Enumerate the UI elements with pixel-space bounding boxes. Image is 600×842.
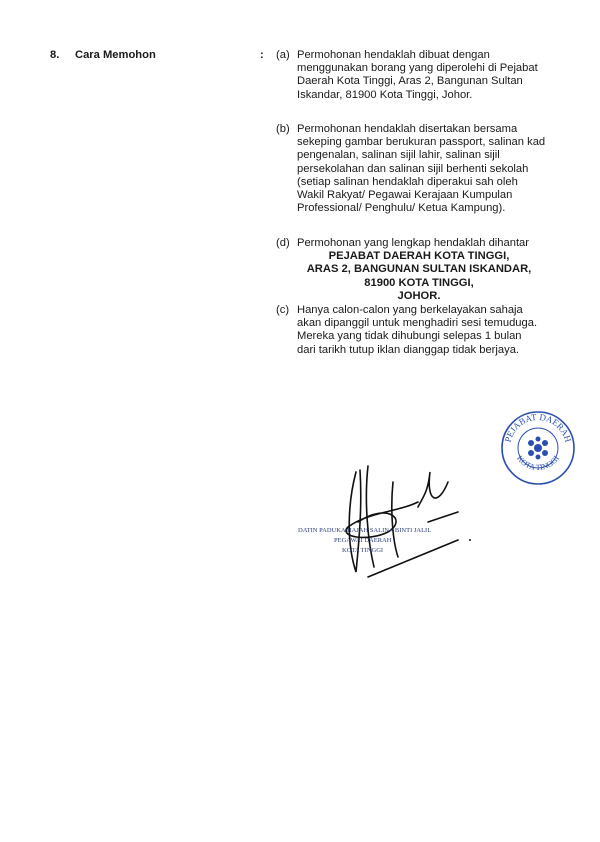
colon: : [260, 49, 264, 61]
official-stamp [500, 410, 576, 486]
signatory-block [298, 526, 431, 556]
item-text: Permohonan hendaklah dibuat dengan menggunakan borang yang diperolehi di Pejabat Daerah Kota Tinggi, Aras 2, Bangunan Sultan Iskandar, 81900 Kota Tinggi, Johor. [297, 49, 538, 101]
item-d [276, 237, 566, 250]
signatory-name: DATIN PADUKA HAJAH SALINA BINTI JALIL [298, 527, 432, 534]
item-b [276, 123, 566, 215]
address-line: JOHOR. [397, 290, 441, 303]
address-line: 81900 KOTA TINGGI, [364, 276, 474, 289]
stamp-bottom-text: KOTA TINGGI [515, 453, 561, 473]
item-a [276, 49, 566, 102]
item-text: Permohonan hendaklah disertakan bersama sekeping gambar berukuran passport, salinan kad pengenalan, salinan sijil lahir, salinan sijil persekolahan dan salinan sijil berhenti sekolah (setiap salinan hendaklah diperakui sah oleh Wakil Rakyat/ Pegawai Kerajaan Kumpulan Professional/ Penghulu/ Ketua Kampung). [297, 123, 546, 215]
item-text: Hanya calon-calon yang berkelayakan sahaja akan dipanggil untuk menghadiri sesi temuduga. Mereka yang tidak dihubungi selepas 1 bulan dari tarikh tutup iklan dianggap tidak berjaya. [297, 304, 538, 356]
item-label: (c) [276, 304, 290, 316]
stamp-top-text: PEJABAT DAERAH [502, 411, 574, 444]
item-label: (b) [276, 123, 290, 135]
signatory-position: PEGAWAI DAERAH [334, 537, 392, 544]
signatory-place: KOTA TINGGI [342, 547, 384, 554]
item-text: Permohonan yang lengkap hendaklah dihantar [297, 237, 530, 249]
item-label: (a) [276, 49, 290, 61]
address-block [296, 250, 542, 304]
emblem-icon [528, 437, 548, 460]
section-number: 8. [50, 49, 60, 61]
address-line: PEJABAT DAERAH KOTA TINGGI, [328, 250, 510, 262]
item-c [276, 304, 566, 357]
section-title: Cara Memohon [75, 49, 156, 61]
handwritten-signature [298, 462, 478, 582]
item-label: (d) [276, 237, 290, 249]
address-line: ARAS 2, BANGUNAN SULTAN ISKANDAR, [306, 263, 532, 276]
